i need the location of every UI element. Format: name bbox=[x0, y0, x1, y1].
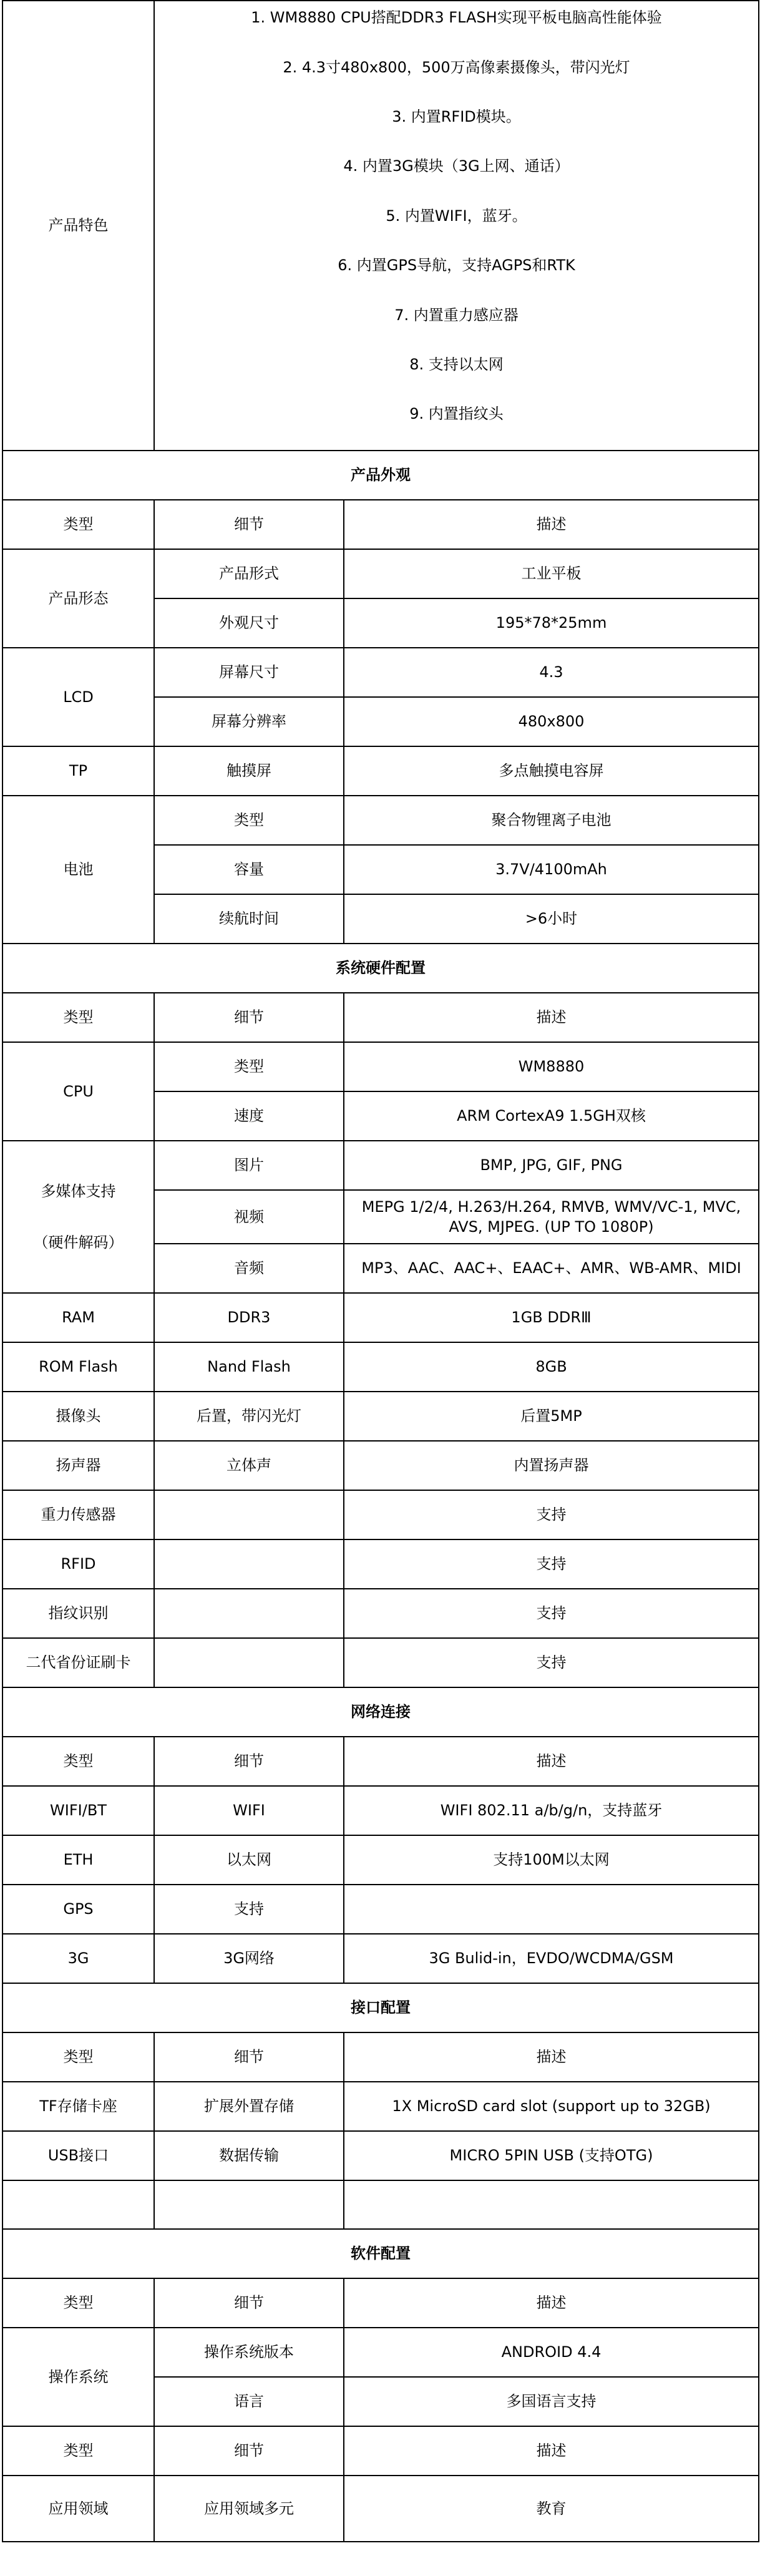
table-row bbox=[2, 2328, 759, 2377]
row-label: 容量 bbox=[154, 845, 344, 894]
table-row bbox=[2, 1490, 759, 1539]
table-row bbox=[2, 1885, 759, 1934]
empty-cell bbox=[154, 2180, 344, 2229]
row-value: 1X MicroSD card slot (support up to 32GB) bbox=[344, 2082, 759, 2131]
row-value: 后置5MP bbox=[344, 1392, 759, 1441]
header-desc: 描述 bbox=[344, 500, 759, 549]
row-value: 480x800 bbox=[344, 697, 759, 746]
row-label: 触摸屏 bbox=[154, 746, 344, 796]
feature-item: 4. 内置3G模块（3G上网、通话） bbox=[343, 157, 570, 175]
row-label: 语言 bbox=[154, 2377, 344, 2426]
row-label: 屏幕分辨率 bbox=[154, 697, 344, 746]
row-value: 支持 bbox=[344, 1539, 759, 1589]
row-label bbox=[154, 1638, 344, 1687]
hardware-title: 系统硬件配置 bbox=[2, 944, 759, 993]
header-desc: 描述 bbox=[344, 2278, 759, 2328]
appearance-title: 产品外观 bbox=[2, 451, 759, 500]
row-value: MP3、AAC、AAC+、EAAC+、AMR、WB-AMR、MIDI bbox=[344, 1244, 759, 1293]
row-value: 3G Bulid-in，EVDO/WCDMA/GSM bbox=[344, 1934, 759, 1983]
row-label: 续航时间 bbox=[154, 894, 344, 944]
column-header-row bbox=[2, 1737, 759, 1786]
spec-table bbox=[2, 0, 759, 2542]
row-value: 3.7V/4100mAh bbox=[344, 845, 759, 894]
row-value: ARM CortexA9 1.5GH双核 bbox=[344, 1091, 759, 1141]
network-title: 网络连接 bbox=[2, 1687, 759, 1737]
table-row bbox=[2, 2131, 759, 2180]
table-row bbox=[2, 1589, 759, 1638]
row-value: BMP, JPG, GIF, PNG bbox=[344, 1141, 759, 1190]
row-label: 数据传输 bbox=[154, 2131, 344, 2180]
header-desc: 描述 bbox=[344, 1737, 759, 1786]
row-value: 4.3 bbox=[344, 648, 759, 697]
row-type: USB接口 bbox=[2, 2131, 154, 2180]
table-row bbox=[2, 1786, 759, 1835]
table-row bbox=[2, 2082, 759, 2131]
section-header-row bbox=[2, 944, 759, 993]
multimedia-group-line2: （硬件解码） bbox=[33, 1234, 124, 1251]
row-type: WIFI/BT bbox=[2, 1786, 154, 1835]
row-label: 3G网络 bbox=[154, 1934, 344, 1983]
feature-item: 5. 内置WIFI，蓝牙。 bbox=[386, 207, 527, 225]
column-header-row bbox=[2, 2278, 759, 2328]
row-label: 外观尺寸 bbox=[154, 598, 344, 648]
header-desc: 描述 bbox=[344, 2426, 759, 2476]
column-header-row bbox=[2, 2426, 759, 2476]
empty-row bbox=[2, 2180, 759, 2229]
column-header-row bbox=[2, 993, 759, 1042]
header-detail: 细节 bbox=[154, 2278, 344, 2328]
row-type: 扬声器 bbox=[2, 1441, 154, 1490]
table-row bbox=[2, 746, 759, 796]
row-label: WIFI bbox=[154, 1786, 344, 1835]
row-label: 屏幕尺寸 bbox=[154, 648, 344, 697]
row-label bbox=[154, 1539, 344, 1589]
header-detail: 细节 bbox=[154, 2426, 344, 2476]
row-value: ANDROID 4.4 bbox=[344, 2328, 759, 2377]
empty-cell bbox=[2, 2180, 154, 2229]
row-label bbox=[154, 1589, 344, 1638]
row-label: 速度 bbox=[154, 1091, 344, 1141]
table-row bbox=[2, 1293, 759, 1342]
row-value bbox=[344, 1885, 759, 1934]
row-type: ROM Flash bbox=[2, 1342, 154, 1392]
header-type: 类型 bbox=[2, 1737, 154, 1786]
row-type: 摄像头 bbox=[2, 1392, 154, 1441]
feature-item: 9. 内置指纹头 bbox=[409, 405, 504, 423]
row-value: MEPG 1/2/4, H.263/H.264, RMVB, WMV/VC-1, MVC, AVS, MJPEG. (UP TO 1080P) bbox=[344, 1190, 759, 1244]
feature-item: 8. 支持以太网 bbox=[409, 355, 504, 373]
column-header-row bbox=[2, 500, 759, 549]
row-label: 音频 bbox=[154, 1244, 344, 1293]
row-label: Nand Flash bbox=[154, 1342, 344, 1392]
row-value: >6小时 bbox=[344, 894, 759, 944]
empty-cell bbox=[344, 2180, 759, 2229]
features-list bbox=[154, 1, 759, 451]
section-header-row bbox=[2, 451, 759, 500]
row-value: 工业平板 bbox=[344, 549, 759, 598]
table-row bbox=[2, 1539, 759, 1589]
row-type: RFID bbox=[2, 1539, 154, 1589]
battery-group: 电池 bbox=[2, 796, 154, 944]
row-type: 3G bbox=[2, 1934, 154, 1983]
header-type: 类型 bbox=[2, 2426, 154, 2476]
feature-item: 2. 4.3寸480x800，500万高像素摄像头，带闪光灯 bbox=[283, 58, 630, 76]
row-value: 支持 bbox=[344, 1638, 759, 1687]
header-desc: 描述 bbox=[344, 993, 759, 1042]
row-label: 扩展外置存储 bbox=[154, 2082, 344, 2131]
table-row bbox=[2, 1441, 759, 1490]
section-header-row bbox=[2, 2229, 759, 2278]
row-type: 指纹识别 bbox=[2, 1589, 154, 1638]
interfaces-title: 接口配置 bbox=[2, 1983, 759, 2032]
multimedia-group-line1: 多媒体支持 bbox=[41, 1183, 116, 1200]
header-type: 类型 bbox=[2, 2032, 154, 2082]
feature-item: 7. 内置重力感应器 bbox=[394, 306, 519, 324]
row-value: WIFI 802.11 a/b/g/n，支持蓝牙 bbox=[344, 1786, 759, 1835]
row-label: 立体声 bbox=[154, 1441, 344, 1490]
row-value: 支持 bbox=[344, 1589, 759, 1638]
table-row bbox=[2, 1835, 759, 1885]
product-form-group: 产品形态 bbox=[2, 549, 154, 648]
row-value: 1GB DDRⅢ bbox=[344, 1293, 759, 1342]
cpu-group: CPU bbox=[2, 1042, 154, 1141]
header-detail: 细节 bbox=[154, 500, 344, 549]
feature-item: 3. 内置RFID模块。 bbox=[392, 108, 521, 126]
row-label: 图片 bbox=[154, 1141, 344, 1190]
feature-item: 6. 内置GPS导航，支持AGPS和RTK bbox=[338, 256, 575, 275]
row-value: 多点触摸电容屏 bbox=[344, 746, 759, 796]
column-header-row bbox=[2, 2032, 759, 2082]
features-label: 产品特色 bbox=[2, 1, 154, 451]
section-header-row bbox=[2, 1687, 759, 1737]
row-type: 二代省份证刷卡 bbox=[2, 1638, 154, 1687]
table-row bbox=[2, 648, 759, 697]
table-row bbox=[2, 1638, 759, 1687]
table-row bbox=[2, 1934, 759, 1983]
row-value: 教育 bbox=[344, 2476, 759, 2542]
row-value: 195*78*25mm bbox=[344, 598, 759, 648]
header-detail: 细节 bbox=[154, 2032, 344, 2082]
row-value: 支持100M以太网 bbox=[344, 1835, 759, 1885]
tp-group: TP bbox=[2, 746, 154, 796]
row-label: 支持 bbox=[154, 1885, 344, 1934]
row-type: ETH bbox=[2, 1835, 154, 1885]
header-type: 类型 bbox=[2, 2278, 154, 2328]
row-label: DDR3 bbox=[154, 1293, 344, 1342]
table-row bbox=[2, 1342, 759, 1392]
row-type: RAM bbox=[2, 1293, 154, 1342]
feature-item: 1. WM8880 CPU搭配DDR3 FLASH实现平板电脑高性能体验 bbox=[251, 9, 662, 27]
row-value: 8GB bbox=[344, 1342, 759, 1392]
row-label: 操作系统版本 bbox=[154, 2328, 344, 2377]
row-label: 类型 bbox=[154, 796, 344, 845]
header-detail: 细节 bbox=[154, 1737, 344, 1786]
header-type: 类型 bbox=[2, 500, 154, 549]
features-row bbox=[2, 1, 759, 451]
software-title: 软件配置 bbox=[2, 2229, 759, 2278]
row-type: TF存储卡座 bbox=[2, 2082, 154, 2131]
row-type: 重力传感器 bbox=[2, 1490, 154, 1539]
row-value: MICRO 5PIN USB (支持OTG) bbox=[344, 2131, 759, 2180]
header-type: 类型 bbox=[2, 993, 154, 1042]
table-row bbox=[2, 1141, 759, 1190]
lcd-group: LCD bbox=[2, 648, 154, 746]
row-label: 以太网 bbox=[154, 1835, 344, 1885]
table-row bbox=[2, 1392, 759, 1441]
row-label: 后置，带闪光灯 bbox=[154, 1392, 344, 1441]
row-type: 应用领域 bbox=[2, 2476, 154, 2542]
row-value: 内置扬声器 bbox=[344, 1441, 759, 1490]
multimedia-group bbox=[2, 1141, 154, 1293]
row-label: 产品形式 bbox=[154, 549, 344, 598]
row-type: GPS bbox=[2, 1885, 154, 1934]
row-value: 聚合物锂离子电池 bbox=[344, 796, 759, 845]
table-row bbox=[2, 549, 759, 598]
table-row bbox=[2, 1042, 759, 1091]
table-row bbox=[2, 796, 759, 845]
os-group: 操作系统 bbox=[2, 2328, 154, 2426]
table-row bbox=[2, 2476, 759, 2542]
row-value: 多国语言支持 bbox=[344, 2377, 759, 2426]
header-desc: 描述 bbox=[344, 2032, 759, 2082]
row-label: 类型 bbox=[154, 1042, 344, 1091]
header-detail: 细节 bbox=[154, 993, 344, 1042]
section-header-row bbox=[2, 1983, 759, 2032]
row-label: 应用领域多元 bbox=[154, 2476, 344, 2542]
row-label bbox=[154, 1490, 344, 1539]
row-label: 视频 bbox=[154, 1190, 344, 1244]
row-value: 支持 bbox=[344, 1490, 759, 1539]
row-value: WM8880 bbox=[344, 1042, 759, 1091]
